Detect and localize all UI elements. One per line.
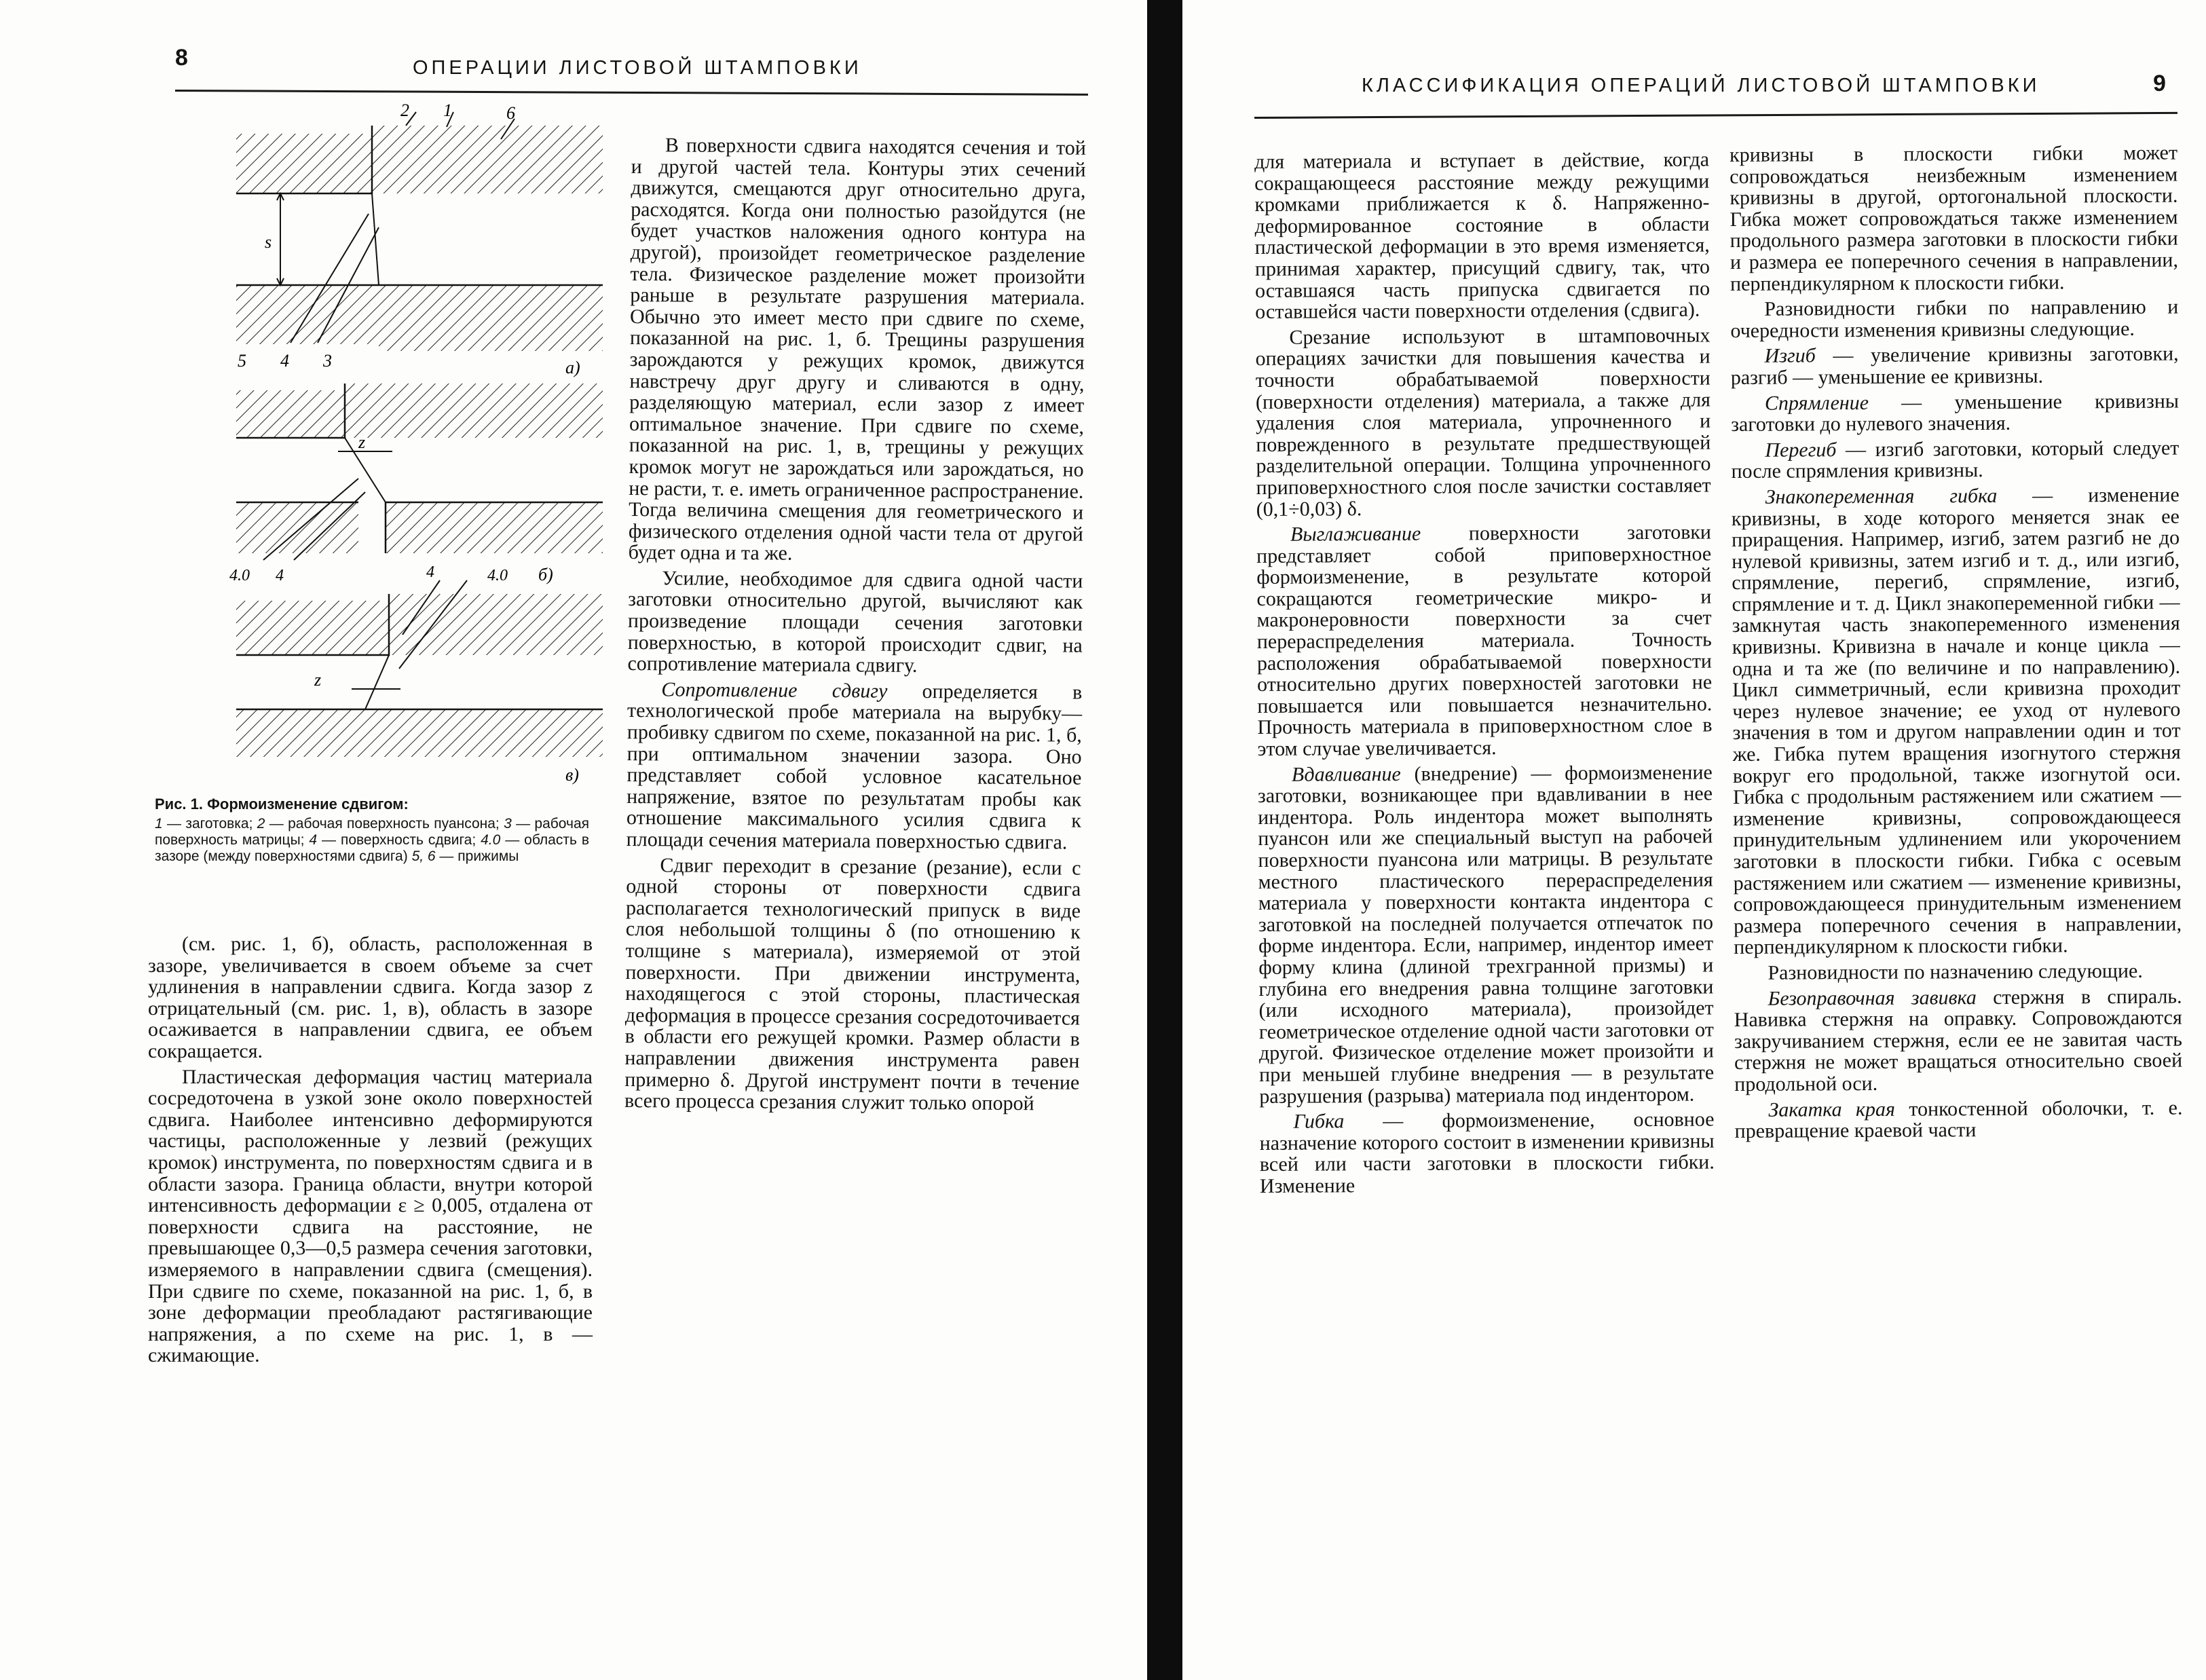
right-running-head: КЛАССИФИКАЦИЯ ОПЕРАЦИЙ ЛИСТОВОЙ ШТАМПОВКИ: [1362, 75, 2040, 96]
paragraph-text: — увеличение кривизны заготовки, разгиб — уменьшение ее кривизны.: [1730, 342, 2179, 389]
label-6: 6: [506, 103, 515, 123]
legend-text: — область в зазоре (между поверхностями сдвига): [155, 832, 589, 864]
paragraph: [1730, 143, 2178, 295]
paragraph: [1734, 960, 2182, 984]
label-z-b: z: [358, 432, 366, 452]
paragraph: [1255, 324, 1710, 520]
label-4-0-b: 4.0: [229, 567, 250, 584]
label-1: 1: [443, 100, 452, 120]
paragraph: [1731, 437, 2179, 483]
term: Перегиб: [1765, 438, 1837, 462]
legend-text: — рабочая поверхность пуансона;: [265, 816, 504, 832]
paragraph: [1258, 762, 1715, 1107]
paragraph-text: — изгиб заготовки, который следует после спрямления кривизны.: [1731, 436, 2180, 483]
label-4-0-c: 4.0: [487, 567, 508, 584]
legend-number: 1: [155, 816, 163, 832]
paragraph-text: Срезание используют в штамповочных операциях зачистки для повышения качества и точности обрабатываемой поверхности (поверхности отделения) материала, а также для удаления слоя материала, упрочненного и поврежденного в результате предшествующей разделительной операции. Толщина упрочненного приповерхностного слоя после зачистки составляет (0,1÷0,03) δ.: [1255, 324, 1711, 521]
paragraph: [1730, 297, 2178, 342]
term: Выглаживание: [1290, 522, 1421, 546]
paragraph: Пластическая деформация частиц материала сосредоточена в узкой зоне около поверхностей сдвига. Наиболее интенсивно деформируются частицы, расположенные у лезвий (режущих кромок) инструмента, по поверхностям сдвига и в области зазора. Граница области, внутри которой интенсивность деформации ε ≥ 0,005, отдалена от поверхности сдвига на расстояние, не превышающее 0,3—0,5 размера сечения заготовки, измеряемого в направлении сдвига (смещения). При сдвиге по схеме, показанной на рис. 1, б, в зоне деформации преобладают растягивающие напряжения, а по схеме на рис. 1, в — сжимающие.: [148, 1065, 593, 1367]
left-header-rule: [175, 90, 1088, 96]
right-page-number: 9: [2153, 71, 2166, 96]
legend-number: 4.0: [481, 832, 501, 848]
paragraph-text: кривизны в плоскости гибки может сопровождаться неизбежным изменением кривизны в другой, ортогональной плоскости. Гибка может сопровождаться также изменением продольного размера заготовки в плоскости гибки и размера ее поперечного сечения в направлении, перпендикулярном к плоскости гибки.: [1729, 141, 2178, 295]
paragraph: В поверхности сдвига находятся сечения и той и другой частей тела. Контуры этих сечений движутся, смещаются друг относительно друга, расходятся. Когда они полностью разойдутся (не будет участков наложения одного контура на другой), произойдет геометрическое разделение тела. Физическое разделение может произойти раньше в результате разрушения материала. Обычно это имеет место при сдвиге по схеме, показанной на рис. 1, б. Трещины разрушения зарождаются у режущих кромок, движутся навстречу друг другу и сливаются в одну, разделяющую материал, если зазор z имеет оптимальное значение. При сдвиге по схеме, показанной на рис. 1, в, трещины у режущих кромок могут не зарождаться или зарождаться, но не расти, т. е. иметь ограниченное распространение. Тогда величина смещения для геометрического и физического отделения одной части тела от другой будет одна и та же.: [628, 134, 1086, 565]
figure-b-blocks: [236, 384, 603, 553]
term: Вдавливание: [1291, 762, 1401, 786]
paragraph: [627, 679, 1083, 853]
legend-number: 5, 6: [411, 848, 436, 864]
paragraph: Сдвиг переходит в срезание (резание), если с одной стороны от поверхности сдвига располагается технологический припуск в виде слоя небольшой толщины δ (по отношению к толщине s материала), измеряемой от этой поверхности. При движении инструмента, находящегося с этой стороны, пластическая деформация в процессе срезания сосредоточивается в области его режущей кромки. Размер области в направлении движения инструмента равен примерно δ. Другой инструмент почти в течение всего процесса срезания служит только опорой: [624, 853, 1081, 1115]
paragraph-text: тонкостенной оболочки, т. е. превращение краевой части: [1734, 1096, 2183, 1143]
caption-title: Рис. 1. Формоизменение сдвигом:: [155, 796, 409, 813]
term: Гибка: [1293, 1110, 1345, 1133]
term: Закатка края: [1768, 1098, 1895, 1121]
paragraph: [1259, 1109, 1715, 1197]
legend-number: 3: [504, 816, 512, 832]
label-4-a: 4: [280, 351, 289, 371]
term: Изгиб: [1764, 344, 1816, 368]
legend-text: — прижимы: [435, 848, 519, 864]
paragraph-text: — формоизменение, основное назначение которого состоит в изменении кривизны всей или части заготовки в плоскости гибки. Изменение: [1259, 1108, 1715, 1197]
legend-text: — рабочая поверхность матрицы;: [155, 816, 590, 848]
label-z-c: z: [314, 670, 322, 690]
paragraph: [1256, 522, 1713, 760]
term: Спрямление: [1764, 391, 1869, 415]
paragraph: [1732, 484, 2182, 958]
paragraph: [1734, 986, 2183, 1095]
legend-text: — заготовка;: [162, 816, 257, 832]
right-column-1: [1254, 149, 1715, 1201]
figure-c-blocks: [236, 594, 603, 757]
term: Безоправочная завивка: [1768, 986, 1977, 1010]
paragraph: [1734, 1097, 2182, 1142]
paragraph-text: определяется в технологической пробе материала на вырубку—пробивку сдвигом по схеме, показанной на рис. 1, б, при оптимальном значении зазора. Оно представляет собой условное касательное напряжение, взятое по результатам пробы как отношение максимального усилия сдвига к площади сечения материала поверхностью сдвига.: [626, 679, 1083, 854]
paragraph-text: — изменение кривизны, в ходе которого меняется знак ее приращения. Например, изгиб, затем разгиб не до нулевой кривизны, затем изгиб и т. д., или изгиб, спрямление, перегиб, спрямление, изгиб, спрямление и т. д. Цикл знакопеременной гибки — замкнутая часть знакопеременного изменения кривизны. Кривизна в начале и конце цикла — одна и та же (по величине и по направлению). Цикл симметричный, если кривизна проходит через нулевое значение; ее уход от нулевого значения в том и другом направлении один и тот же. Гибка путем вращения изогнутого стержня вокруг его продольной, также изогнутой оси. Гибка с продольным растяжением или сжатием — изменение кривизны, сопровождающееся принудительным удлинением или укорочением заготовки в плоскости гибки. Гибка с осевым растяжением или сжатием — изменение кривизны, сопровождающееся принудительным изменением размера поперечного сечения в направлении, перпендикулярном к плоскости гибки.: [1731, 483, 2182, 959]
figure-shear-diagram: [223, 100, 603, 785]
legend-text: — поверхность сдвига;: [317, 832, 481, 848]
label-3: 3: [323, 351, 332, 371]
label-2: 2: [400, 100, 409, 120]
right-header-rule: [1254, 112, 2177, 119]
left-page-number: 8: [175, 45, 188, 71]
paragraph-text: для материала и вступает в действие, когда сокращающееся расстояние между режущими кромками приближается к δ. Напряженно-деформированное состояние в области пластической деформации в это время изменяется, принимая характер, присущий сдвигу, так, что оставшаяся часть припуска сдвигается по оставшейся части поверхности отделения (сдвига).: [1254, 148, 1710, 324]
label-a: а): [565, 358, 580, 377]
label-4-b: 4: [276, 567, 284, 584]
paragraph: Усилие, необходимое для сдвига одной части заготовки относительно другой, вычисляют как произведение площади сечения заготовки поверхностью, в которой происходит сдвиг, на сопротивление материала сдвигу.: [627, 567, 1083, 677]
paragraph: [1254, 149, 1710, 322]
figure-a-blocks: [236, 126, 603, 351]
left-column-1: [148, 933, 593, 1370]
paragraph-text: — уменьшение кривизны заготовки до нулевого значения.: [1731, 390, 2180, 436]
paragraph: [1731, 343, 2179, 389]
paragraph-text: поверхности заготовки представляет собой приповерхностное формоизменение, в результате которой сокращаются геометрические микро- и макронеровности поверхности за счет перераспределения материала. Точность расположения обрабатываемой поверхности относительно других поверхностей заготовки не повышается или повышается незначительно. Прочность материала в приповерхностном слое в этом случае увеличивается.: [1256, 521, 1713, 761]
label-b: б): [538, 565, 553, 584]
caption-legend: [155, 816, 589, 865]
left-column-2: [624, 134, 1086, 1119]
legend-number: 4: [309, 832, 318, 848]
paragraph-text: (внедрение) — формоизменение заготовки, возникающее при вдавливании в нее индентора. Роль индентора может выполнять пуансон или же специальный выступ на рабочей поверхности пуансона или матрицы. В результате местного пластического перераспределения материала у поверхности контакта индентора с заготовкой на последней получается отпечаток по форме индентора. Если, например, индентор имеет форму клина (длиной трехгранной призмы) и глубина его внедрения равна толщине заготовки (или исходного материала), произойдет геометрическое отделение одной части заготовки от другой. Физическое отделение может произойти и при меньшей глубине внедрения — в результате разрушения (разрыва) материала под индентором.: [1257, 761, 1715, 1108]
paragraph-text: Разновидности по назначению следующие.: [1768, 959, 2143, 984]
label-4-c: 4: [426, 563, 434, 581]
label-s: s: [265, 232, 272, 252]
book-gutter: [1147, 0, 1182, 1680]
right-column-2: [1730, 143, 2183, 1146]
left-running-head: ОПЕРАЦИИ ЛИСТОВОЙ ШТАМПОВКИ: [413, 57, 862, 79]
paragraph: (см. рис. 1, б), область, расположенная в зазоре, увеличивается в своем объеме за счет удлинения в направлении сдвига. Когда зазор z отрицательный (см. рис. 1, в), область в зазоре осаживается в направлении сдвига, ее объем сокращается.: [148, 933, 593, 1062]
paragraph-text: стержня в спираль. Навивка стержня на оправку. Сопровождаются закручиванием стержня, если ее не завитая часть стержня не может вращаться относительно своей продольной оси.: [1734, 985, 2183, 1096]
label-c: в): [565, 765, 579, 785]
right-page: [1182, 0, 2206, 1680]
figure-caption: [155, 796, 589, 865]
paragraph-text: Разновидности гибки по направлению и очередности изменения кривизны следующие.: [1730, 295, 2179, 342]
paragraph: [1731, 390, 2179, 436]
label-5: 5: [238, 351, 246, 371]
term: Сопротивление сдвигу: [661, 678, 888, 703]
term: Знакопеременная гибка: [1765, 484, 1998, 508]
legend-number: 2: [257, 816, 265, 832]
